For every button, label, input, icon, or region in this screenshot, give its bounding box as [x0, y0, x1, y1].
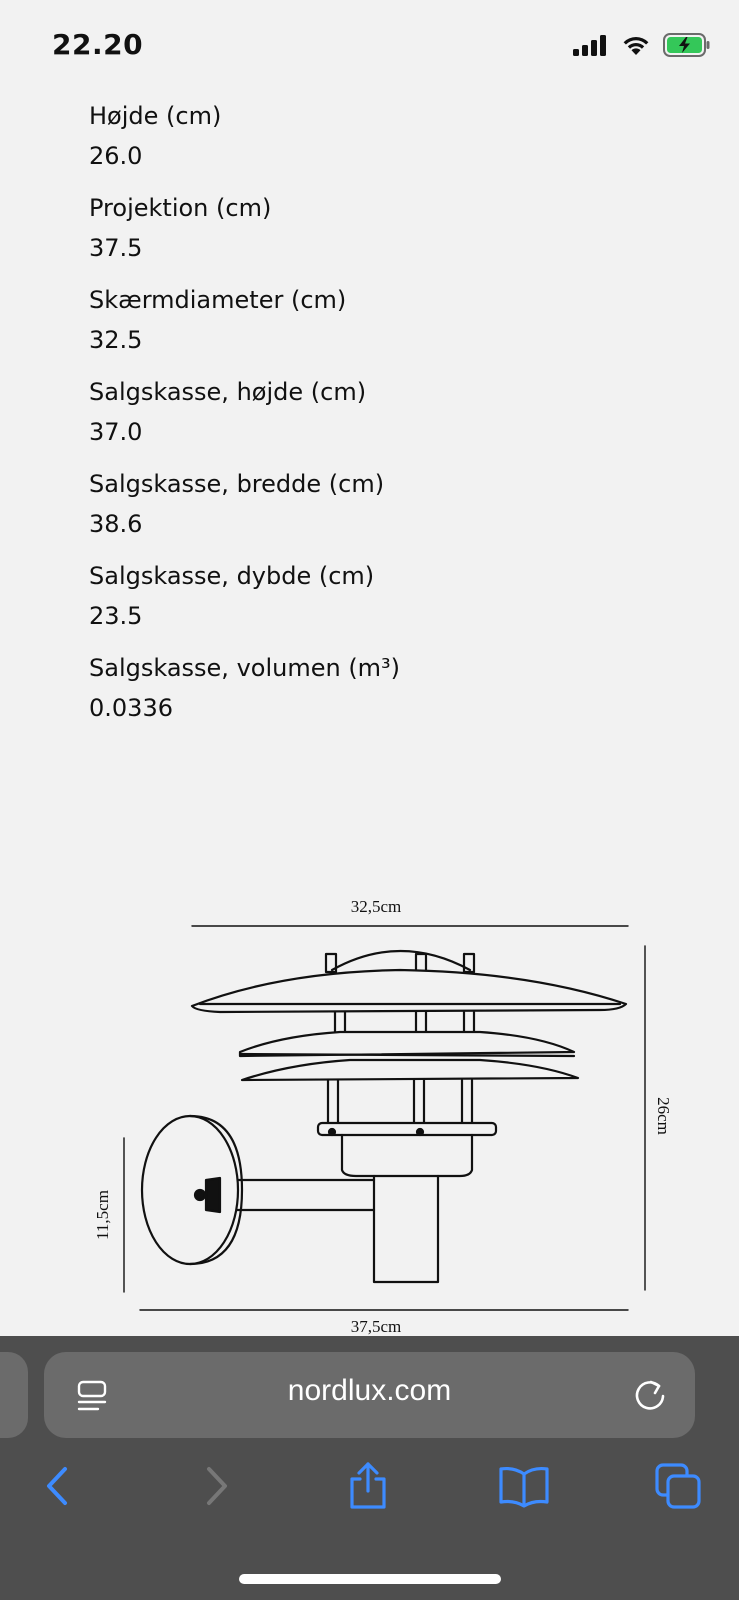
mount-height-label: 11,5cm	[93, 1190, 112, 1240]
spec-value: 37.5	[89, 234, 143, 262]
spec-label: Salgskasse, dybde (cm)	[89, 562, 375, 590]
spec-value: 32.5	[89, 326, 143, 354]
spec-label: Skærmdiameter (cm)	[89, 286, 347, 314]
status-bar	[0, 0, 739, 90]
tabs-icon	[654, 1462, 702, 1510]
tabs-button[interactable]	[648, 1456, 708, 1516]
bookmarks-button[interactable]	[494, 1456, 554, 1516]
bookmarks-icon	[498, 1464, 550, 1508]
cellular-signal-icon	[573, 34, 609, 56]
battery-charging-icon	[663, 33, 711, 57]
spec-height	[89, 96, 689, 176]
status-time: 22.20	[52, 28, 144, 61]
shade-width-label: 32,5cm	[350, 897, 402, 916]
wifi-icon	[621, 34, 651, 56]
spec-label: Salgskasse, højde (cm)	[89, 378, 367, 406]
share-button[interactable]	[338, 1456, 398, 1516]
projection-label: 37,5cm	[350, 1317, 402, 1336]
spec-label: Højde (cm)	[89, 102, 222, 130]
forward-button[interactable]	[186, 1456, 246, 1516]
spec-shade-diameter	[89, 280, 689, 360]
product-specs	[89, 96, 689, 740]
spec-value: 37.0	[89, 418, 143, 446]
reload-icon[interactable]	[631, 1376, 669, 1414]
browser-bottom-bar	[0, 1336, 739, 1600]
spec-value: 38.6	[89, 510, 143, 538]
home-indicator	[239, 1574, 501, 1584]
spec-value: 0.0336	[89, 694, 173, 722]
status-icons	[573, 32, 711, 58]
spec-box-volume	[89, 648, 689, 728]
spec-label: Projektion (cm)	[89, 194, 272, 222]
spec-label: Salgskasse, volumen (m³)	[89, 654, 401, 682]
spec-value: 26.0	[89, 142, 143, 170]
spec-label: Salgskasse, bredde (cm)	[89, 470, 385, 498]
url-text[interactable]: nordlux.com	[287, 1374, 452, 1407]
previous-tab-preview[interactable]	[0, 1352, 28, 1438]
spec-value: 23.5	[89, 602, 143, 630]
spec-box-height	[89, 372, 689, 452]
share-icon	[346, 1461, 390, 1511]
height-label: 26cm	[654, 1097, 673, 1135]
spec-projection	[89, 188, 689, 268]
spec-box-width	[89, 464, 689, 544]
back-icon	[43, 1465, 73, 1507]
lamp-dimension-drawing	[80, 880, 680, 1340]
address-bar[interactable]	[44, 1352, 695, 1438]
back-button[interactable]	[28, 1456, 88, 1516]
browser-toolbar	[0, 1456, 739, 1536]
spec-box-depth	[89, 556, 689, 636]
forward-icon	[201, 1465, 231, 1507]
